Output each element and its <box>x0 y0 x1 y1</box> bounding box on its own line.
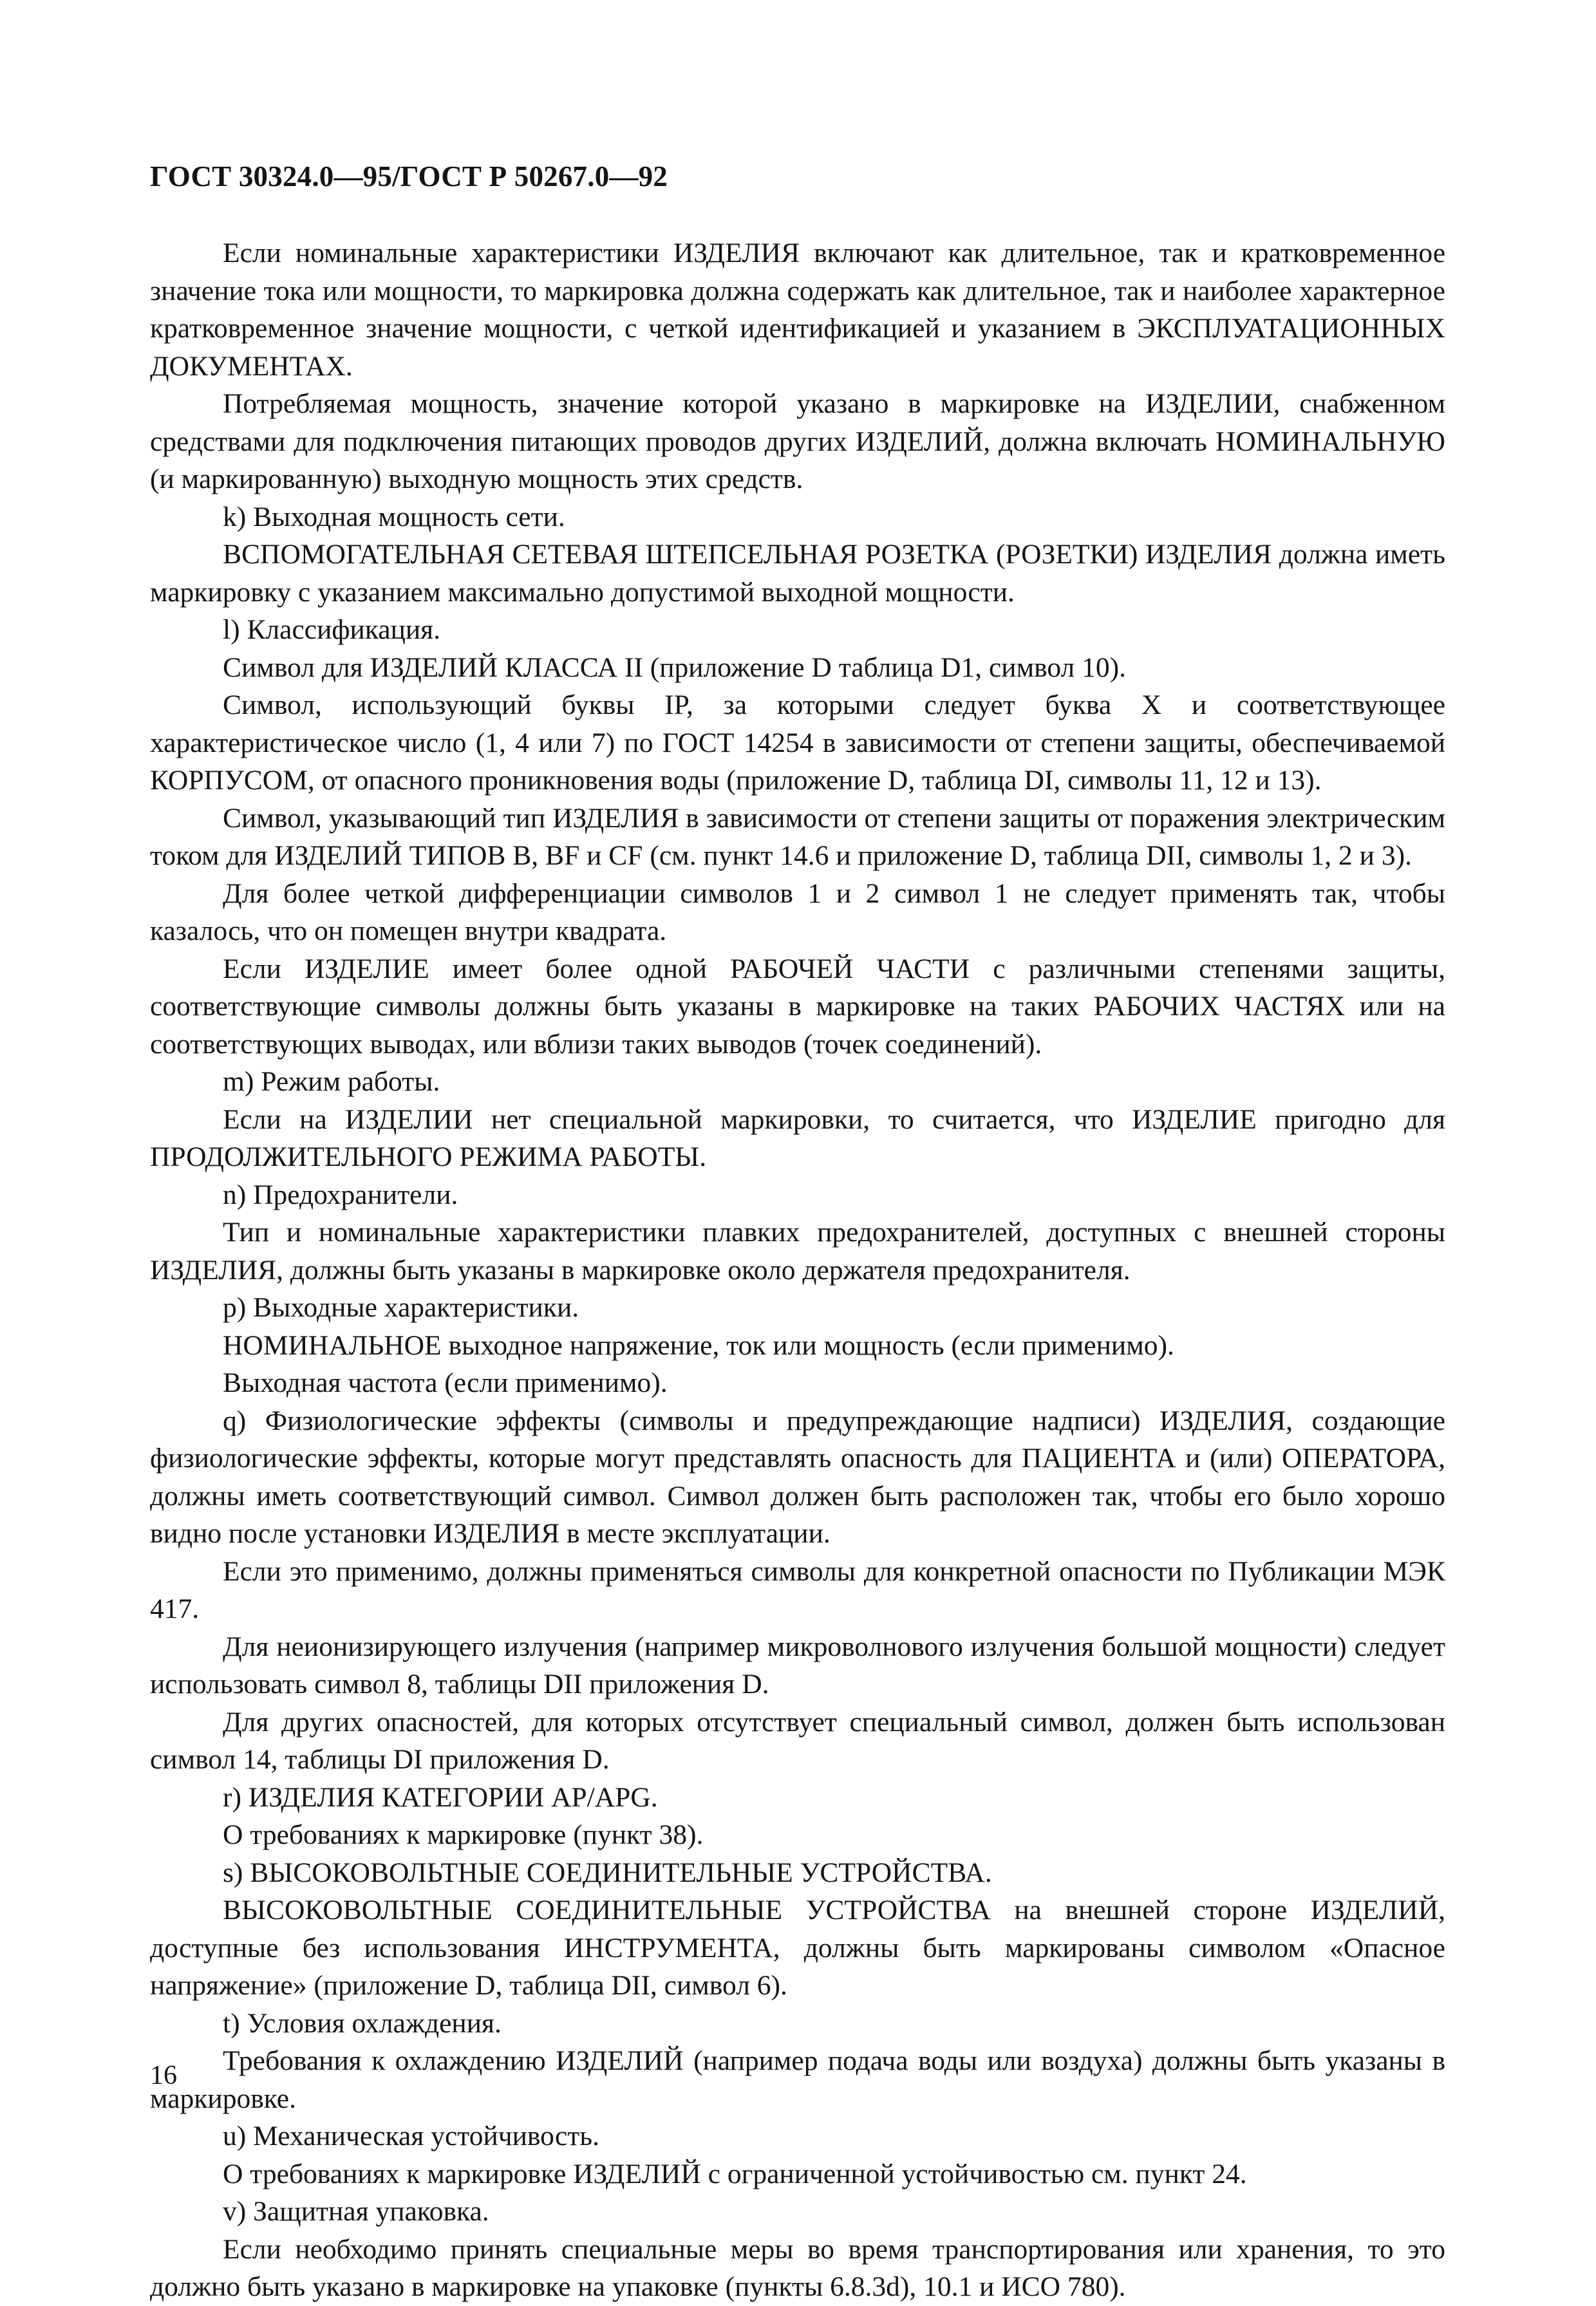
paragraph: k) Выходная мощность сети. <box>223 501 565 532</box>
paragraph: Потребляемая мощность, значение которой указано в маркировке на ИЗДЕЛИИ, снабженном средствами для подключения питающих проводов других ИЗДЕЛИЙ, должна включать НОМИНАЛЬНУЮ (и маркированную) выходную мощность этих средств. <box>150 388 1445 494</box>
paragraph: НОМИНАЛЬНОЕ выходное напряжение, ток или мощность (если применимо). <box>223 1329 1174 1361</box>
document-header: ГОСТ 30324.0—95/ГОСТ Р 50267.0—92 <box>150 160 668 192</box>
paragraph: О требованиях к маркировке ИЗДЕЛИЙ с ограниченной устойчивостью см. пункт 24. <box>223 2158 1247 2189</box>
paragraph: Символ для ИЗДЕЛИЙ КЛАССА II (приложение D таблица D1, символ 10). <box>223 651 1126 683</box>
paragraph: n) Предохранители. <box>223 1179 458 1210</box>
paragraph: Тип и номинальные характеристики плавких предохранителей, доступных с внешней стороны ИЗДЕЛИЯ, должны быть указаны в маркировке около держателя предохранителя. <box>150 1217 1445 1286</box>
paragraph: Если номинальные характеристики ИЗДЕЛИЯ включают как длительное, так и кратковременное значение тока или мощности, то маркировка должна содержать как длительное, так и наиболее характерное кратковременное значение мощности, с четкой идентификацией и указанием в ЭКСПЛУАТАЦИОННЫХ ДОКУМЕНТАХ. <box>150 238 1445 382</box>
paragraph: Для более четкой дифференциации символов 1 и 2 символ 1 не следует применять так, чтобы казалось, что он помещен внутри квадрата. <box>150 877 1445 946</box>
paragraph: t) Условия охлаждения. <box>223 2007 502 2039</box>
paragraph: Если это применимо, должны применяться символы для конкретной опасности по Публикации МЭК 417. <box>150 1555 1445 1624</box>
paragraph: Если на ИЗДЕЛИИ нет специальной маркировки, то считается, что ИЗДЕЛИЕ пригодно для ПРОДОЛЖИТЕЛЬНОГО РЕЖИМА РАБОТЫ. <box>150 1103 1445 1172</box>
paragraph: l) Классификация. <box>223 614 441 645</box>
paragraph: Символ, использующий буквы IP, за которыми следует буква X и соответствующее характеристическое число (1, 4 или 7) по ГОСТ 14254 в зависимости от степени защиты, обеспечиваемой КОРПУСОМ, от опасного проникновения воды (приложение D, таблица DI, символы 11, 12 и 13). <box>150 689 1445 796</box>
paragraph: Для неионизирующего излучения (например микроволнового излучения большой мощности) следует использовать символ 8, таблицы DII приложения D. <box>150 1631 1445 1700</box>
paragraph: Если необходимо принять специальные меры во время транспортирования или хранения, то это должно быть указано в маркировке на упаковке (пункты 6.8.3d), 10.1 и ИСО 780). <box>150 2233 1445 2302</box>
paragraph: О требованиях к маркировке (пункт 38). <box>223 1819 704 1850</box>
paragraph: u) Механическая устойчивость. <box>223 2121 600 2151</box>
paragraph: m) Режим работы. <box>223 1066 440 1097</box>
paragraph: s) ВЫСОКОВОЛЬТНЫЕ СОЕДИНИТЕЛЬНЫЕ УСТРОЙСТВА. <box>223 1857 992 1888</box>
paragraph: Для других опасностей, для которых отсутствует специальный символ, должен быть использован символ 14, таблицы DI приложения D. <box>150 1706 1445 1775</box>
paragraph: Символ, указывающий тип ИЗДЕЛИЯ в зависимости от степени защиты от поражения электрическим током для ИЗДЕЛИЙ ТИПОВ B, BF и CF (см. пункт 14.6 и приложение D, таблица DII, символы 1, 2 и 3). <box>150 802 1445 871</box>
page-number: 16 <box>150 2061 177 2090</box>
paragraph: r) ИЗДЕЛИЯ КАТЕГОРИИ AP/APG. <box>223 1781 658 1813</box>
paragraph: Требования к охлаждению ИЗДЕЛИЙ (например подача воды или воздуха) должны быть указаны в маркировке. <box>150 2045 1445 2114</box>
body-text <box>150 234 1445 2306</box>
paragraph: v) Защитная упаковка. <box>223 2196 489 2227</box>
paragraph: q) Физиологические эффекты (символы и предупреждающие надписи) ИЗДЕЛИЯ, создающие физиологические эффекты, которые могут представлять опасность для ПАЦИЕНТА и (или) ОПЕРАТОРА, должны иметь соответствующий символ. Символ должен быть расположен так, чтобы его было хорошо видно после установки ИЗДЕЛИЯ в месте эксплуатации. <box>150 1405 1445 1549</box>
paragraph: Выходная частота (если применимо). <box>223 1367 668 1398</box>
paragraph: ВСПОМОГАТЕЛЬНАЯ СЕТЕВАЯ ШТЕПСЕЛЬНАЯ РОЗЕТКА (РОЗЕТКИ) ИЗДЕЛИЯ должна иметь маркировку с указанием максимально допустимой выходной мощности. <box>150 539 1445 608</box>
paragraph: ВЫСОКОВОЛЬТНЫЕ СОЕДИНИТЕЛЬНЫЕ УСТРОЙСТВА на внешней стороне ИЗДЕЛИЙ, доступные без использования ИНСТРУМЕНТА, должны быть маркированы символом «Опасное напряжение» (приложение D, таблица DII, символ 6). <box>150 1895 1445 2001</box>
paragraph: Если ИЗДЕЛИЕ имеет более одной РАБОЧЕЙ ЧАСТИ с различными степенями защиты, соответствующие символы должны быть указаны в маркировке на таких РАБОЧИХ ЧАСТЯХ или на соответствующих выводах, или вблизи таких выводов (точек соединений). <box>150 953 1445 1060</box>
paragraph: p) Выходные характеристики. <box>223 1292 579 1323</box>
